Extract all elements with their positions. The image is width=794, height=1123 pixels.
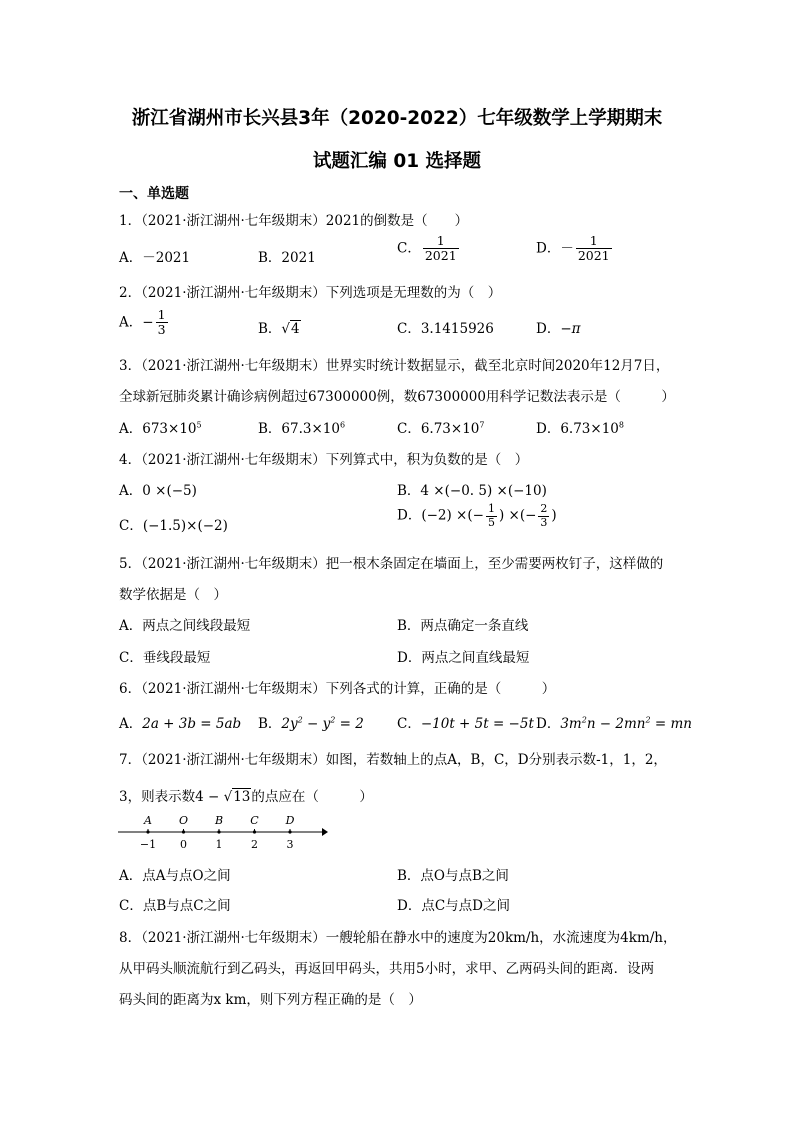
q7-option-d: D．点C与点D之间 [397, 898, 510, 914]
axis-point [217, 830, 220, 833]
q1-option-c: C． $\frac{1}{2021}$ [397, 233, 457, 264]
axis-point [253, 830, 256, 833]
q1-option-a: A．－2021 [119, 250, 191, 266]
q3-option-a: A．$673\times 10^5$ [119, 420, 202, 437]
axis-point-label: A [144, 814, 152, 827]
q4-option-a: A．0 ×(−5) [119, 483, 197, 499]
document-title-line2: 试题汇编 01 选择题 [312, 151, 482, 172]
axis-point-label: C [250, 814, 259, 827]
q6-stem: 6．（2021·浙江湖州·七年级期末）下列各式的计算，正确的是（ ） [119, 681, 556, 697]
q1-option-d: D．－ $\frac{1}{2021}$ [536, 233, 610, 264]
axis-value-label: 2 [251, 838, 258, 851]
q5-option-d: D．两点之间直线最短 [397, 650, 530, 666]
q5-stem-line2: 数学依据是（ ） [119, 587, 227, 603]
q2-option-c: C．3.1415926 [397, 321, 494, 337]
q6-option-b: B．$2y^2 - y^2 = 2$ [258, 715, 364, 732]
q3-option-c: C．$6.73\times 10^7$ [397, 420, 485, 437]
q1-option-b: B．2021 [258, 250, 316, 266]
q7-stem-line2: 3，则表示数4 − √13的点应在（ ） [119, 789, 373, 805]
axis-value-label: 1 [215, 838, 223, 851]
axis-point [288, 830, 291, 833]
q7-option-b: B．点O与点B之间 [397, 868, 509, 884]
q8-stem-line1: 8．（2021·浙江湖州·七年级期末）一艘轮船在静水中的速度为20km/h，水流速度为4km/h， [119, 930, 677, 946]
axis-point [146, 830, 149, 833]
q4-stem: 4．（2021·浙江湖州·七年级期末）下列算式中，积为负数的是（ ） [119, 452, 529, 468]
axis-value-label: −1 [139, 838, 157, 851]
q5-option-b: B．两点确定一条直线 [397, 618, 529, 634]
document-title-line1: 浙江省湖州市长兴县3年（2020-2022）七年级数学上学期期末 [131, 108, 663, 129]
arrow-icon [322, 828, 328, 836]
q7-option-a: A．点A与点O之间 [119, 868, 231, 884]
number-line-figure [116, 812, 331, 854]
q4-option-c: C．(−1.5)×(−2) [119, 518, 228, 534]
axis-point-label: O [178, 814, 189, 827]
q7-stem-line1: 7．（2021·浙江湖州·七年级期末）如图，若数轴上的点A，B，C，D分别表示数-1，1，2， [119, 752, 667, 768]
q4-option-b: B．4 ×(−0. 5) ×(−10) [397, 483, 547, 499]
q3-option-b: B．$67.3\times 10^6$ [258, 420, 346, 437]
section-heading: 一、单选题 [119, 186, 189, 202]
q5-stem-line1: 5．（2021·浙江湖州·七年级期末）把一根木条固定在墙面上，至少需要两枚钉子，这样做的 [119, 556, 664, 572]
q5-option-c: C．垂线段最短 [119, 650, 211, 666]
axis-value-label: 0 [180, 838, 187, 851]
q8-stem-line2: 从甲码头顺流航行到乙码头，再返回甲码头，共用5小时，求甲、乙两码头间的距离．设两 [119, 961, 655, 977]
q2-stem: 2．（2021·浙江湖州·七年级期末）下列选项是无理数的为（ ） [119, 285, 502, 301]
q6-option-c: C．−10t + 5t = −5t [397, 716, 534, 732]
q2-option-b: B．√4 [258, 321, 300, 337]
axis-point-label: B [214, 814, 224, 827]
q6-option-d: D．$3m^2n - 2mn^2$ = mn [536, 715, 692, 732]
axis-point-label: D [285, 814, 295, 827]
q3-stem-line2: 全球新冠肺炎累计确诊病例超过67300000例，数67300000用科学记数法表示是（ ） [119, 389, 675, 405]
q1-stem: 1．（2021·浙江湖州·七年级期末）2021的倒数是（ ） [119, 213, 469, 229]
q5-option-a: A．两点之间线段最短 [119, 618, 251, 634]
q2-option-d: D．−π [536, 321, 581, 337]
q8-stem-line3: 码头间的距离为x km，则下列方程正确的是（ ） [119, 992, 422, 1008]
axis-point [182, 830, 185, 833]
q7-option-c: C．点B与点C之间 [119, 898, 231, 914]
q4-option-d: D．(−2) ×(− $\frac{1}{5}$ ) ×(− $\frac{2}{3}$ ) [397, 502, 557, 529]
q6-option-a: A．2a + 3b = 5ab [119, 716, 242, 732]
axis-value-label: 3 [286, 838, 294, 851]
q3-stem-line1: 3．（2021·浙江湖州·七年级期末）世界实时统计数据显示，截至北京时间2020年12月7日， [119, 358, 670, 374]
q2-option-a: A．− $\frac{1}{3}$ [119, 307, 166, 338]
q3-option-d: D．$6.73\times 10^8$ [536, 420, 624, 437]
